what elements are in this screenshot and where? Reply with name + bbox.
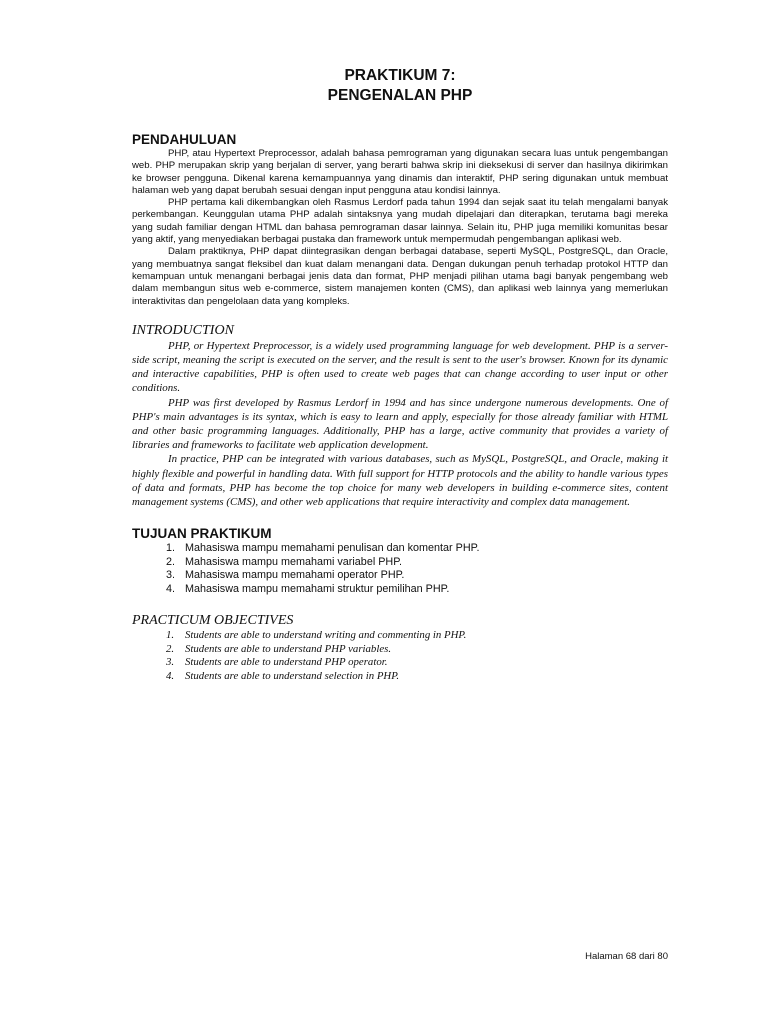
list-item-number: 3. (166, 656, 175, 669)
page-number-footer: Halaman 68 dari 80 (585, 951, 668, 962)
list-item (132, 556, 668, 570)
list-item-text: Students are able to understand PHP operator. (185, 656, 388, 669)
list-item-number: 1. (166, 542, 176, 555)
list-item (132, 670, 668, 684)
list-item-number: 1. (166, 629, 175, 642)
list-item-number: 2. (166, 555, 176, 568)
introduction-paragraph-2: PHP was first developed by Rasmus Lerdorf in 1994 and has since undergone numerous developments. One of PHP's main advantages is its syntax, which is easy to learn and apply, especially for those already familiar with HTML and other basic programming languages. Additionally, PHP has a large, active community that provides a variety of libraries and frameworks to facilitate web application development. (132, 396, 668, 452)
list-item (132, 629, 668, 643)
tujuan-list (132, 542, 668, 596)
pendahuluan-paragraph-1: PHP, atau Hypertext Preprocessor, adalah bahasa pemrograman yang digunakan secara luas untuk pengembangan web. PHP merupakan skrip yang berjalan di server, yang berarti bahwa skrip ini dieksekusi di server dan hasilnya dikirimkan ke browser pengguna. Dikenal karena kemampuannya yang dinamis dan interaktif, PHP sering digunakan untuk membuat halaman web yang dapat berubah sesuai dengan input pengguna atau kondisi lainnya. (132, 148, 668, 196)
objectives-heading: PRACTICUM OBJECTIVES (132, 613, 294, 629)
document-title-line1: PRAKTIKUM 7: (344, 67, 456, 84)
tujuan-heading: TUJUAN PRAKTIKUM (132, 526, 272, 542)
list-item-number: 2. (166, 642, 175, 655)
list-item-text: Mahasiswa mampu memahami operator PHP. (185, 569, 405, 582)
page-content (132, 66, 668, 684)
introduction-paragraph-1: PHP, or Hypertext Preprocessor, is a widely used programming language for web development. PHP is a server-side script, meaning the script is executed on the server, and the result is sent to the user's browser. Known for its dynamic and interactive capabilities, PHP is often used to create web pages that can change according to user input or other conditions. (132, 339, 668, 395)
list-item (132, 542, 668, 556)
document-title-line2: PENGENALAN PHP (327, 87, 473, 104)
list-item (132, 569, 668, 583)
objectives-list (132, 629, 668, 683)
list-item-text: Mahasiswa mampu memahami struktur pemilihan PHP. (185, 582, 450, 595)
list-item (132, 656, 668, 670)
list-item-number: 4. (166, 670, 175, 683)
pendahuluan-paragraph-2: PHP pertama kali dikembangkan oleh Rasmus Lerdorf pada tahun 1994 dan sejak saat itu telah mengalami banyak perkembangan. Keunggulan utama PHP adalah sintaksnya yang mudah dipelajari dan diterapkan, terutama bagi mereka yang sudah familiar dengan HTML dan bahasa pemrograman dasar lainnya. Selain itu, PHP juga memiliki komunitas besar yang aktif, yang menyediakan berbagai pustaka dan framework untuk mempermudah pengembangan aplikasi web. (132, 197, 668, 246)
list-item-text: Mahasiswa mampu memahami penulisan dan komentar PHP. (185, 542, 480, 555)
list-item-text: Students are able to understand selection in PHP. (185, 670, 400, 683)
list-item-text: Students are able to understand writing and commenting in PHP. (185, 629, 467, 642)
pendahuluan-heading: PENDAHULUAN (132, 132, 237, 147)
list-item (132, 583, 668, 597)
introduction-heading: INTRODUCTION (132, 322, 234, 338)
list-item-number: 4. (166, 582, 176, 595)
list-item-text: Students are able to understand PHP variables. (185, 642, 392, 655)
list-item-number: 3. (166, 569, 176, 582)
list-item-text: Mahasiswa mampu memahami variabel PHP. (185, 555, 403, 568)
pendahuluan-paragraph-3: Dalam praktiknya, PHP dapat diintegrasikan dengan berbagai database, seperti MySQL, PostgreSQL, dan Oracle, yang membuatnya sangat fleksibel dan kuat dalam menangani data. Dengan dukungan penuh terhadap protokol HTTP dan kemampuan untuk menangani berbagai jenis data dan format, PHP menjadi pilihan utama bagi banyak pengembang web dalam membangun situs web e-commerce, sistem manajemen konten (CMS), dan aplikasi web lainnya yang memerlukan interaktivitas dan pengelolaan data yang kompleks. (132, 246, 668, 307)
introduction-paragraph-3: In practice, PHP can be integrated with various databases, such as MySQL, PostgreSQL, and Oracle, making it highly flexible and powerful in handling data. With full support for HTTP protocols and the ability to handle various types of data and formats, PHP has become the top choice for many web developers in building e-commerce sites, content management systems (CMS), and other web applications that require interactivity and complex data management. (132, 453, 668, 509)
list-item (132, 643, 668, 657)
